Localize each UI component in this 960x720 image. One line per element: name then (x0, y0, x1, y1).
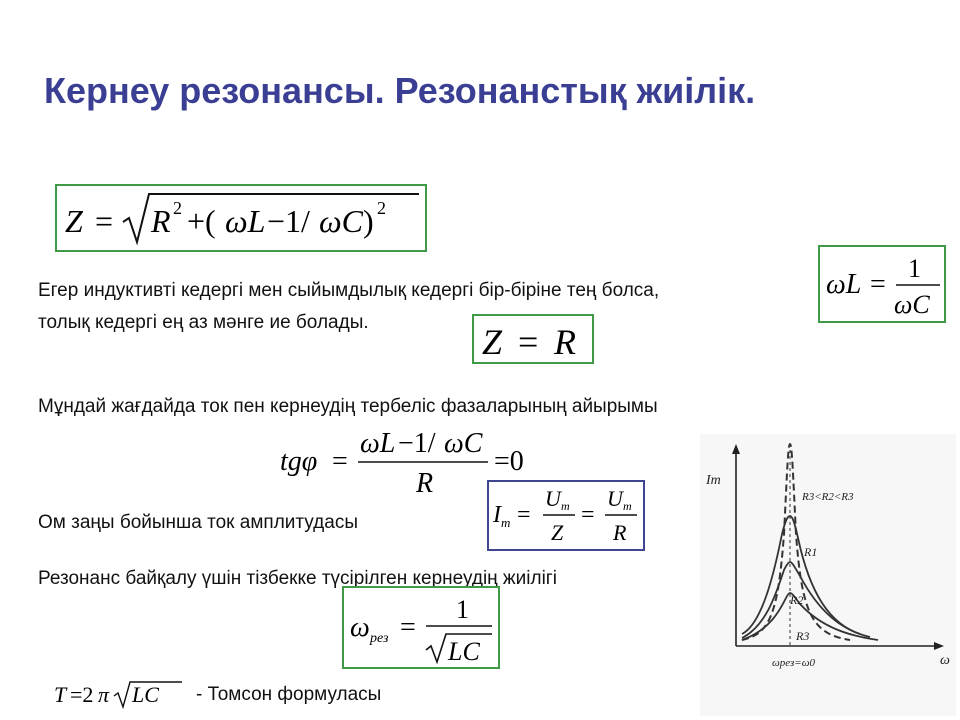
svg-text:=2: =2 (70, 682, 94, 707)
svg-text:m: m (561, 499, 570, 513)
curve-label-r1: R1 (804, 545, 818, 559)
graph-legend: R3<R2<R3 (802, 491, 854, 503)
svg-text:R: R (416, 468, 434, 499)
z-equals-r-box (472, 314, 594, 364)
thomson-caption: - Томсон формуласы (196, 684, 382, 705)
svg-text:рез: рез (370, 631, 389, 646)
text-line-4: Ом заңы бойынша ток амплитудасы (38, 512, 358, 533)
svg-text:I: I (493, 502, 501, 528)
resonance-curves-graph (700, 434, 956, 716)
svg-text:T: T (54, 682, 67, 707)
svg-text:R: R (613, 520, 627, 545)
svg-text:2: 2 (377, 198, 386, 218)
svg-text:m: m (501, 515, 511, 530)
svg-text:=: = (332, 446, 348, 477)
svg-text:ωL: ωL (225, 203, 266, 239)
svg-text:): ) (363, 203, 374, 239)
curve-label-r2: R2 (790, 593, 804, 607)
resonance-frequency-formula (344, 588, 498, 667)
text-line-1: Егер индуктивті кедергі мен сыйымдылық кедергі бір-біріне тең болса, (38, 280, 660, 301)
svg-text:ωC: ωC (319, 203, 363, 239)
resonance-condition-formula (820, 247, 944, 321)
svg-text:Z: Z (482, 322, 503, 362)
svg-text:1: 1 (456, 595, 469, 624)
svg-text:2: 2 (173, 198, 182, 218)
impedance-formula (57, 186, 425, 250)
svg-text:=: = (581, 502, 595, 528)
svg-text:ωL: ωL (360, 428, 396, 459)
z-equals-r-formula (474, 316, 592, 362)
slide-title: Кернеу резонансы. Резонанстық жиілік. (44, 70, 756, 111)
svg-text:Z: Z (65, 203, 83, 239)
current-amplitude-box (487, 480, 645, 551)
svg-text:Z: Z (551, 520, 564, 545)
svg-text:ωC: ωC (444, 428, 483, 459)
svg-text:LC: LC (448, 637, 480, 666)
svg-text:R: R (151, 203, 171, 239)
svg-text:−1/: −1/ (267, 203, 310, 239)
svg-text:=: = (400, 612, 416, 643)
svg-text:ωL: ωL (826, 269, 862, 300)
current-amplitude-formula (489, 482, 643, 549)
impedance-formula-box (55, 184, 427, 252)
svg-text:=: = (870, 269, 886, 300)
svg-text:=0: =0 (494, 446, 524, 477)
svg-text:R: R (554, 322, 576, 362)
curve-label-r3: R3 (796, 629, 810, 643)
svg-text:m: m (623, 499, 632, 513)
svg-text:LC: LC (132, 682, 159, 707)
svg-text:+(: +( (187, 203, 216, 239)
svg-text:ωC: ωC (894, 290, 930, 319)
y-axis-label: Im (706, 473, 721, 488)
svg-text:1: 1 (908, 254, 921, 283)
svg-text:=: = (518, 322, 539, 362)
svg-text:U: U (607, 486, 623, 511)
svg-text:U: U (545, 486, 561, 511)
text-line-3: Мұндай жағдайда ток пен кернеудің тербеліс фазаларының айырымы (38, 396, 658, 417)
svg-text:=: = (95, 203, 114, 239)
svg-text:π: π (98, 682, 110, 707)
resonance-condition-box (818, 245, 946, 323)
text-line-2: толық кедергі ең аз мәнге ие болады. (38, 312, 369, 333)
text-line-5: Резонанс байқалу үшін тізбекке түсірілген кернеудің жиілігі (38, 568, 557, 589)
svg-text:tgφ: tgφ (280, 446, 318, 477)
x-axis-label: ω (940, 653, 950, 668)
svg-text:ω: ω (350, 612, 370, 643)
svg-text:−1/: −1/ (398, 428, 436, 459)
resonance-frequency-box (342, 586, 500, 669)
x-tick-label: ωрез=ω0 (772, 657, 815, 669)
thomson-formula (52, 676, 188, 712)
svg-text:=: = (517, 502, 531, 528)
